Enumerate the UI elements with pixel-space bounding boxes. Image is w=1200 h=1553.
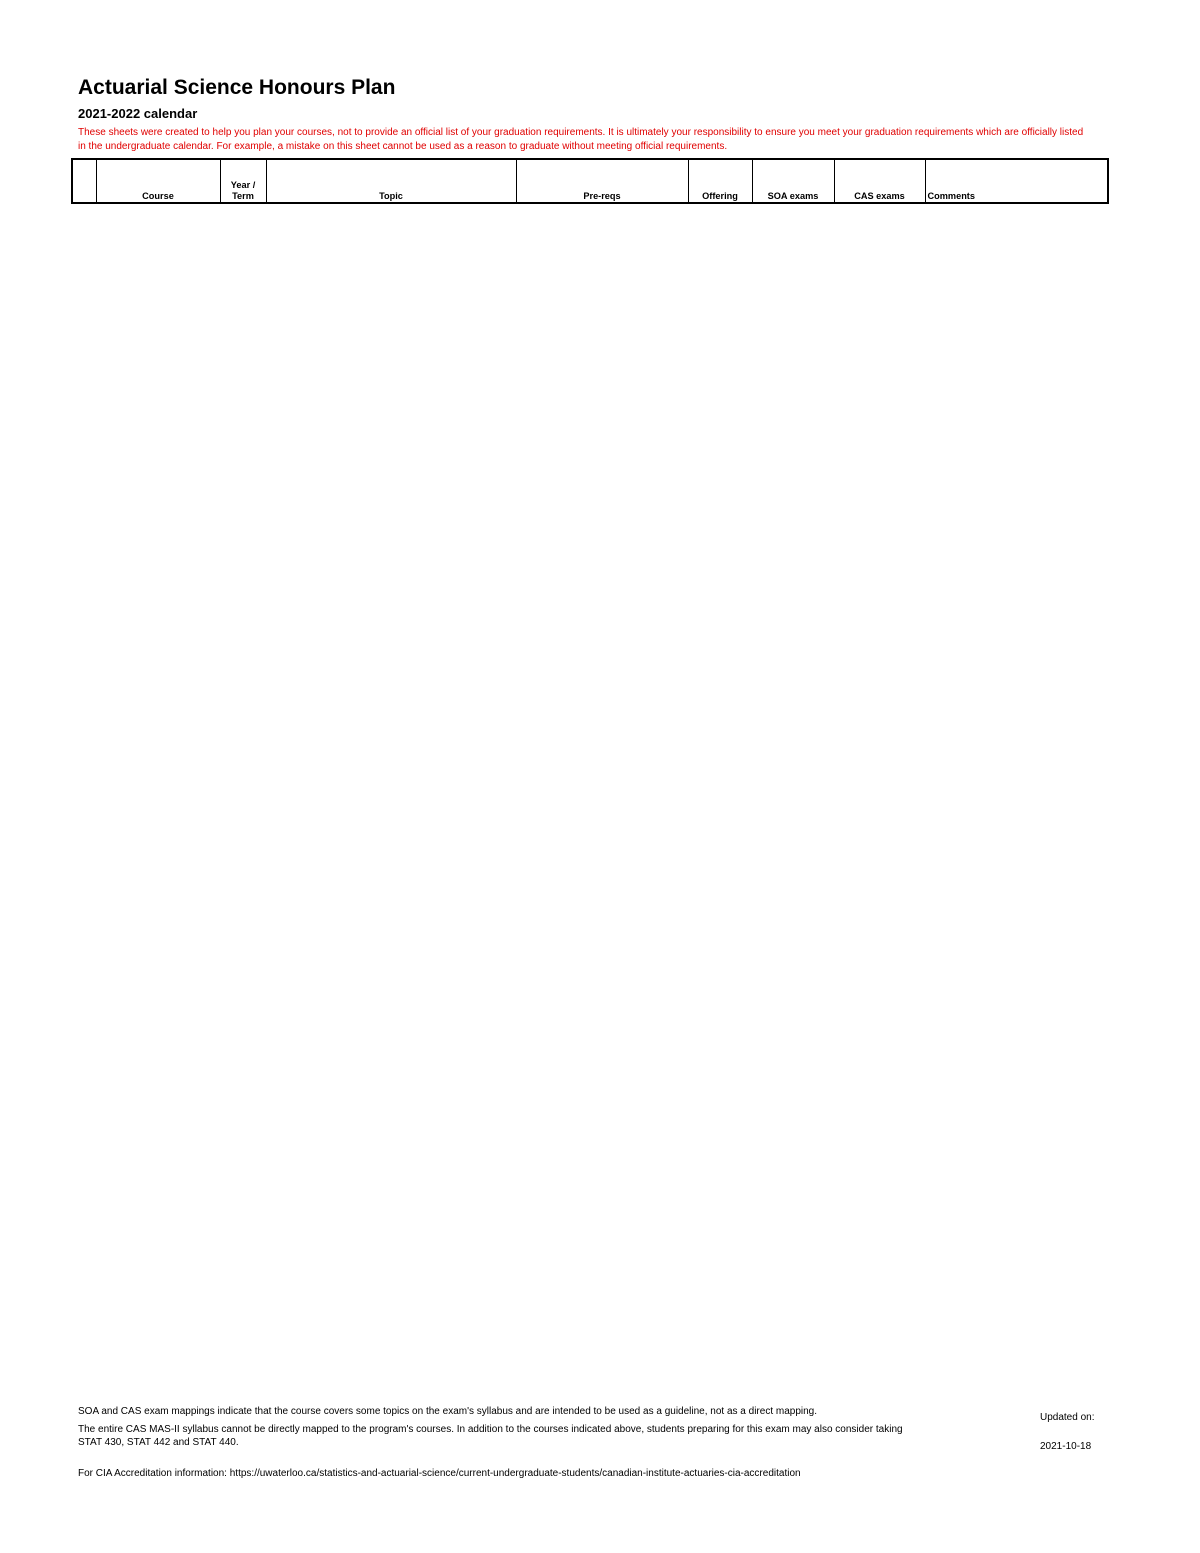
footnotes <box>78 1405 908 1454</box>
col-header-number <box>72 159 96 203</box>
calendar-subtitle: 2021-2022 calendar <box>78 106 198 121</box>
updated-date: 2021-10-18 <box>1040 1441 1092 1452</box>
plan-title: Actuarial Science Honours Plan <box>78 76 396 99</box>
updated-label: Updated on: <box>1040 1412 1095 1423</box>
exam-mapping-note: SOA and CAS exam mappings indicate that the course covers some topics on the exam's syllabus and are intended to be used as a guideline, not as a direct mapping. <box>78 1406 818 1417</box>
col-header-course: Course <box>96 159 220 203</box>
cia-link[interactable]: For CIA Accreditation information: https://uwaterloo.ca/statistics-and-actuarial-science/current-undergraduate-students/canadian-institute-actuaries-cia-accreditation <box>78 1468 801 1479</box>
mas-ii-note: The entire CAS MAS-II syllabus cannot be directly mapped to the program's courses. In addition to the courses indicated above, students preparing for this exam may also consider taking STAT 430, STAT 442 and STAT 440. <box>78 1424 903 1448</box>
disclaimer-text: These sheets were created to help you plan your courses, not to provide an official list of your graduation requirements. It is ultimately your responsibility to ensure you meet your graduation requirements which are officially listed in the undergraduate calendar. For example, a mistake on this sheet cannot be used as a reason to graduate without meeting official requirements. <box>78 127 1084 152</box>
col-header-offering: Offering <box>688 159 752 203</box>
course-plan-table <box>71 158 1109 204</box>
table-header-row <box>72 159 1108 203</box>
col-header-comments: Comments <box>925 159 1108 203</box>
col-header-cas-exams: CAS exams <box>834 159 925 203</box>
col-header-topic: Topic <box>266 159 516 203</box>
col-header-prereqs: Pre-reqs <box>516 159 688 203</box>
col-header-year-term: Year / Term <box>220 159 266 203</box>
col-header-soa-exams: SOA exams <box>752 159 834 203</box>
